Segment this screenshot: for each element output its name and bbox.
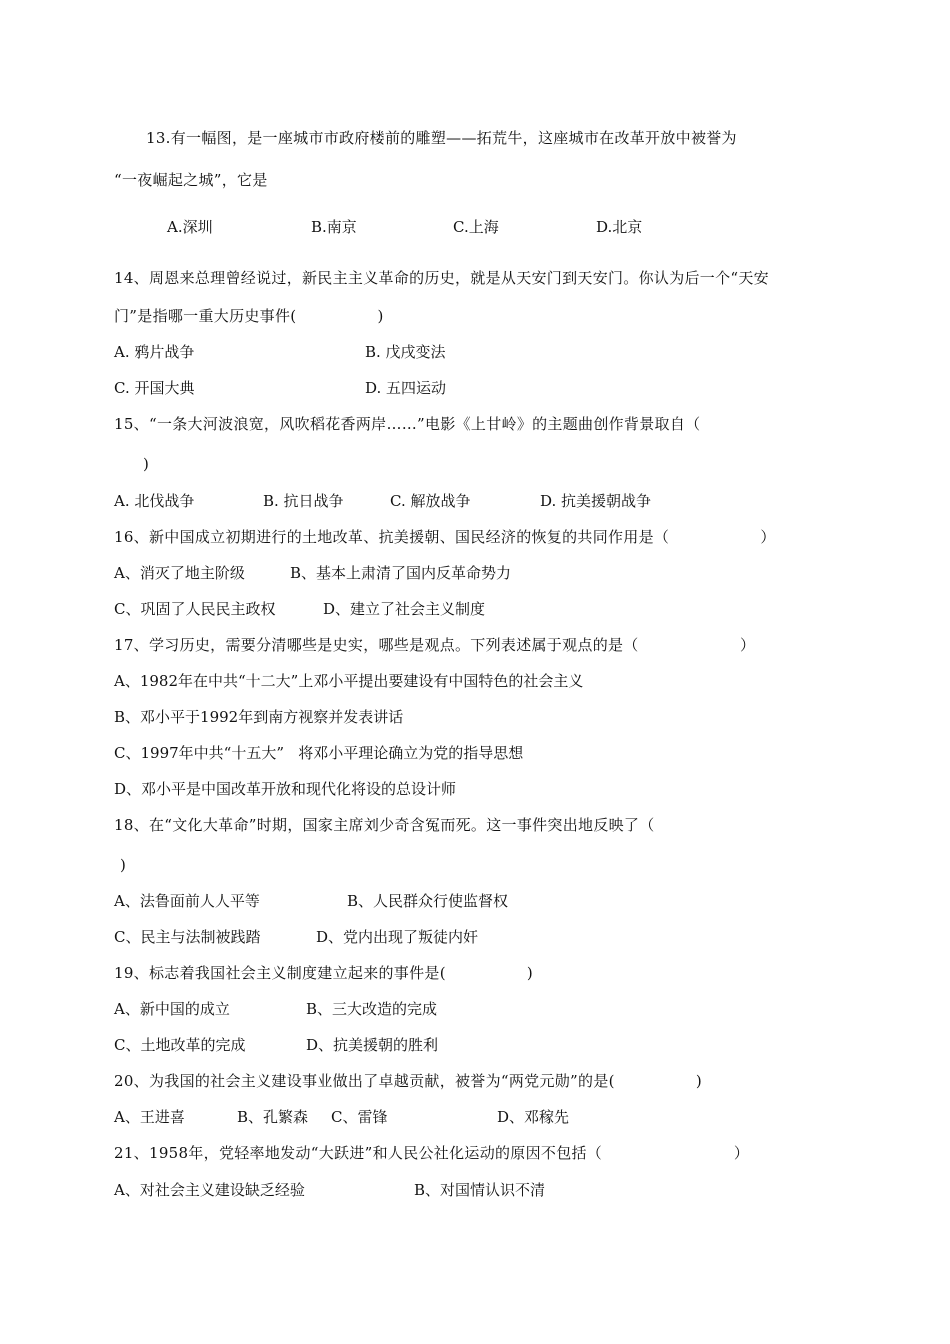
question-15-option-b: B. 抗日战争 [263,492,344,510]
question-17-option-a: A、1982年在中共“十二大”上邓小平提出要建设有中国特色的社会主义 [114,672,584,690]
question-18-line-2: ) [120,856,127,874]
question-20-option-a: A、王进喜 [114,1108,185,1126]
question-17-option-b: B、邓小平于1992年到南方视察并发表讲话 [114,708,404,726]
question-14-option-b: B. 戊戌变法 [365,343,446,361]
question-13-line-1: 13.有一幅图，是一座城市市政府楼前的雕塑——拓荒牛，这座城市在改革开放中被誉为 [146,129,737,147]
question-19-option-d: D、抗美援朝的胜利 [306,1036,439,1054]
question-15-line-1: 15、“一条大河波浪宽，风吹稻花香两岸……”电影《上甘岭》的主题曲创作背景取自（ [114,415,701,433]
question-20-option-c: C、雷锋 [331,1108,388,1126]
question-20-line-1: 20、为我国的社会主义建设事业做出了卓越贡献，被誉为“两党元勋”的是( ) [114,1072,703,1090]
question-19-option-a: A、新中国的成立 [114,1000,230,1018]
question-16-option-b: B、基本上肃清了国内反革命势力 [290,564,512,582]
question-15-option-c: C. 解放战争 [390,492,471,510]
question-17-option-d: D、邓小平是中国改革开放和现代化将设的总设计师 [114,780,457,798]
question-17-option-c: C、1997年中共“十五大” 将邓小平理论确立为党的指导思想 [114,744,524,762]
question-18-option-b: B、人民群众行使监督权 [347,892,509,910]
question-15-line-2: ) [143,455,150,473]
question-16-line-1: 16、新中国成立初期进行的土地改革、抗美援朝、国民经济的恢复的共同作用是（ ） [114,528,776,546]
question-13-option-c: C.上海 [453,218,499,236]
question-19-option-b: B、三大改造的完成 [306,1000,438,1018]
question-18-option-d: D、党内出现了叛徒内奸 [316,928,479,946]
question-13-option-b: B.南京 [311,218,357,236]
question-21-option-a: A、对社会主义建设缺乏经验 [114,1181,305,1199]
question-15-option-a: A. 北伐战争 [114,492,195,510]
question-13-option-a: A.深圳 [167,218,213,236]
question-16-option-c: C、巩固了人民民主政权 [114,600,276,618]
question-21-line-1: 21、1958年，党轻率地发动“大跃进”和人民公社化运动的原因不包括（ ） [114,1144,750,1162]
question-16-option-a: A、消灭了地主阶级 [114,564,245,582]
question-14-option-a: A. 鸦片战争 [114,343,195,361]
question-18-option-a: A、法鲁面前人人平等 [114,892,260,910]
question-18-option-c: C、民主与法制被践踏 [114,928,261,946]
question-14-option-c: C. 开国大典 [114,379,195,397]
question-14-line-1: 14、周恩来总理曾经说过，新民主主义革命的历史，就是从天安门到天安门。你认为后一个“天安 [114,269,769,287]
question-13-line-2: “一夜崛起之城”，它是 [114,171,268,189]
question-15-option-d: D. 抗美援朝战争 [540,492,652,510]
question-19-line-1: 19、标志着我国社会主义制度建立起来的事件是( ) [114,964,534,982]
question-14-line-2: 门”是指哪一重大历史事件( ) [114,307,384,325]
question-17-line-1: 17、学习历史，需要分清哪些是史实，哪些是观点。下列表述属于观点的是（ ） [114,636,756,654]
question-13-option-d: D.北京 [596,218,643,236]
question-21-option-b: B、对国情认识不清 [414,1181,546,1199]
question-18-line-1: 18、在“文化大革命”时期，国家主席刘少奇含冤而死。这一事件突出地反映了（ [114,816,655,834]
question-14-option-d: D. 五四运动 [365,379,447,397]
question-16-option-d: D、建立了社会主义制度 [323,600,486,618]
question-20-option-d: D、邓稼先 [497,1108,570,1126]
question-19-option-c: C、土地改革的完成 [114,1036,246,1054]
question-20-option-b: B、孔繁森 [237,1108,309,1126]
